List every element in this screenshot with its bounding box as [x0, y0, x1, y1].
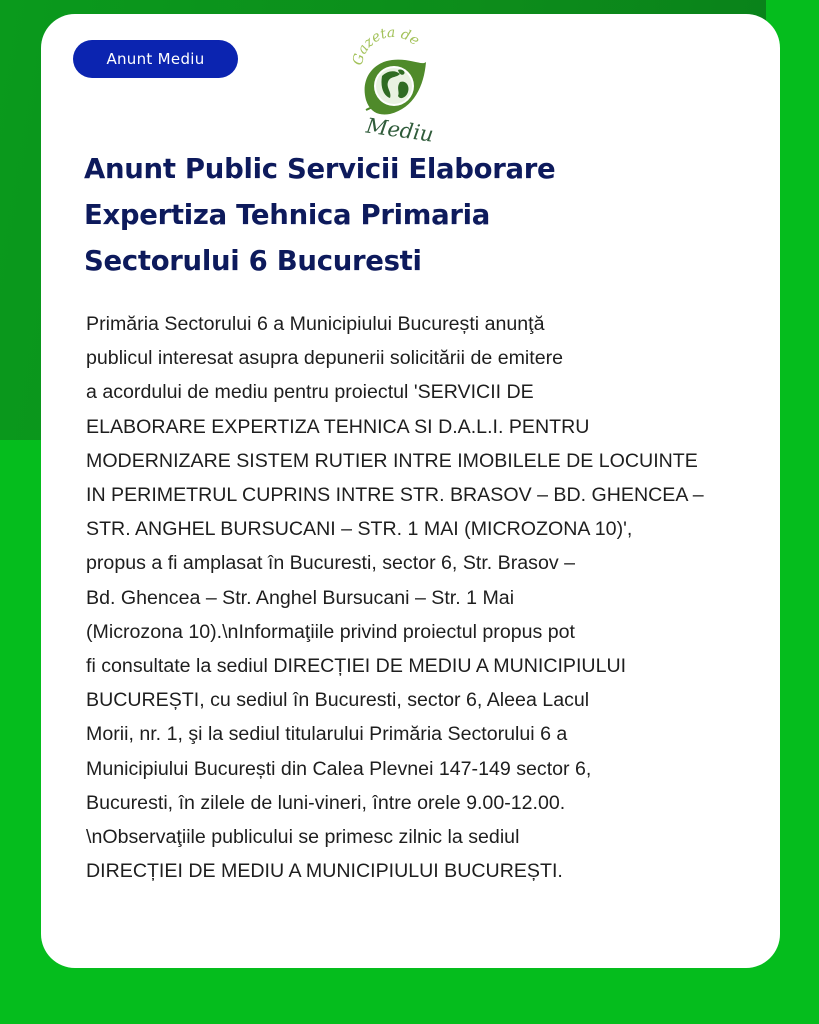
body-line: MODERNIZARE SISTEM RUTIER INTRE IMOBILELE DE LOCUINTE — [86, 449, 698, 472]
article-body — [86, 307, 746, 888]
body-line: fi consultate la sediul DIRECȚIEI DE MEDIU A MUNICIPIULUI — [86, 655, 627, 678]
gazeta-de-mediu-logo[interactable] — [344, 26, 440, 144]
body-line: a acordului de mediu pentru proiectul 'SERVICII DE — [86, 381, 534, 404]
body-line: ELABORARE EXPERTIZA TEHNICA SI D.A.L.I. PENTRU — [86, 415, 590, 438]
article-title — [84, 146, 684, 284]
body-line: publicul interesat asupra depunerii solicitării de emitere — [86, 347, 564, 370]
body-line: Bucuresti, în zilele de luni-vineri, între orele 9.00-12.00. — [86, 791, 566, 814]
body-line: Primăria Sectorului 6 a Municipiului București anunţă — [86, 313, 545, 335]
category-badge[interactable] — [73, 40, 238, 78]
title-line: Anunt Public Servicii Elaborare — [84, 153, 556, 185]
body-line: Morii, nr. 1, şi la sediul titularului Primăria Sectorului 6 a — [86, 723, 568, 746]
body-line: Bd. Ghencea – Str. Anghel Bursucani – Str. 1 Mai — [86, 586, 515, 609]
body-line: DIRECȚIEI DE MEDIU A MUNICIPIULUI BUCUREȘTI. — [86, 860, 563, 883]
body-line: propus a fi amplasat în Bucuresti, sector 6, Str. Brasov – — [86, 552, 575, 575]
body-line: \nObservaţiile publicului se primesc zilnic la sediul — [86, 826, 520, 849]
body-line: Municipiului București din Calea Plevnei 147-149 sector 6, — [86, 757, 592, 780]
logo-bottom-text: Mediu — [364, 113, 436, 144]
globe-leaf-icon — [344, 26, 440, 144]
svg-text:Gazeta de — [350, 26, 422, 67]
announcement-card — [41, 14, 780, 968]
category-badge-label: Anunt Mediu — [106, 50, 205, 68]
title-line: Sectorului 6 Bucuresti — [84, 245, 422, 277]
body-line: (Microzona 10).\nInformaţiile privind proiectul propus pot — [86, 620, 575, 643]
body-line: BUCUREȘTI, cu sediul în Bucuresti, sector 6, Aleea Lacul — [86, 689, 590, 712]
body-line: IN PERIMETRUL CUPRINS INTRE STR. BRASOV – BD. GHENCEA – — [86, 484, 704, 507]
title-line: Expertiza Tehnica Primaria — [84, 199, 491, 231]
body-line: STR. ANGHEL BURSUCANI – STR. 1 MAI (MICROZONA 10)', — [86, 518, 633, 541]
logo-top-text: Gazeta de — [349, 26, 423, 67]
